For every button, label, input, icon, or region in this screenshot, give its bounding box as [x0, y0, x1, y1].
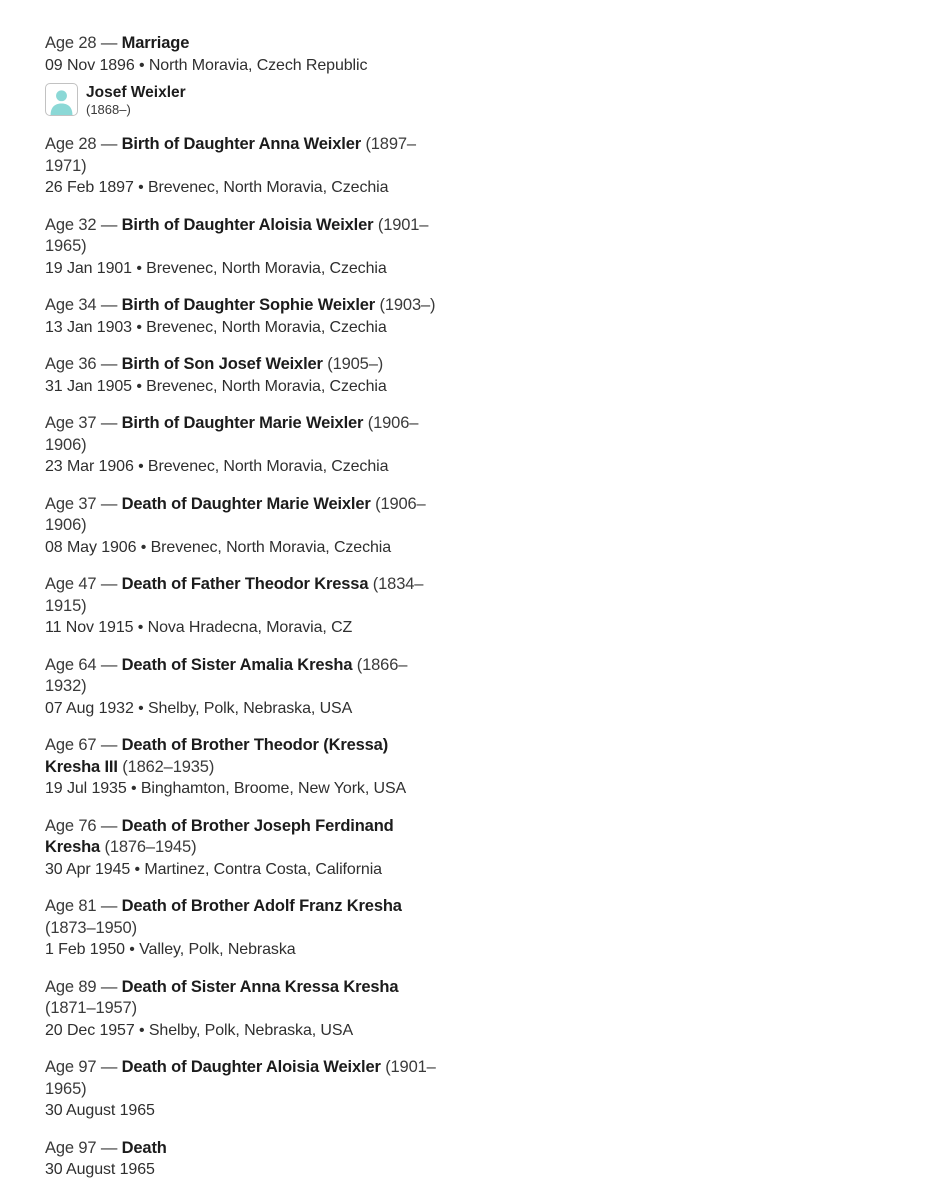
event-title: [45, 295, 445, 317]
timeline-event[interactable]: [45, 655, 445, 720]
event-age: Age 67: [45, 736, 97, 754]
timeline-event[interactable]: [45, 413, 445, 478]
timeline-event[interactable]: [45, 574, 445, 639]
em-dash: —: [100, 355, 118, 373]
event-name: Death of Brother Adolf Franz Kresha: [121, 897, 402, 915]
em-dash: —: [100, 736, 118, 754]
event-title: [45, 977, 445, 1020]
event-lifespan: (1903–): [379, 296, 436, 314]
event-title: [45, 1138, 445, 1160]
event-name: Death of Daughter Marie Weixler: [121, 494, 371, 513]
event-name: Marriage: [121, 34, 190, 52]
em-dash: —: [100, 34, 118, 52]
event-name: Birth of Son Josef Weixler: [121, 355, 323, 373]
event-detail: 1 Feb 1950 • Valley, Polk, Nebraska: [45, 941, 296, 958]
spouse-info: [86, 83, 186, 118]
timeline-event[interactable]: [45, 215, 445, 280]
event-lifespan: (1866–1932): [45, 655, 408, 695]
event-lifespan: (1876–1945): [104, 838, 197, 856]
event-lifespan: (1901–1965): [45, 1058, 436, 1098]
event-lifespan: (1906–1906): [45, 414, 419, 454]
spouse-name[interactable]: Josef Weixler: [86, 84, 186, 101]
event-name: Birth of Daughter Anna Weixler: [121, 135, 361, 153]
event-name: Death of Sister Anna Kressa Kresha: [121, 977, 399, 996]
avatar[interactable]: [45, 83, 78, 116]
event-name: Birth of Daughter Sophie Weixler: [121, 296, 376, 314]
event-name: Death of Father Theodor Kressa: [121, 575, 369, 593]
event-age: Age 76: [45, 816, 97, 835]
em-dash: —: [100, 816, 118, 835]
event-detail: 11 Nov 1915 • Nova Hradecna, Moravia, CZ: [45, 619, 353, 636]
timeline-event[interactable]: [45, 977, 445, 1042]
event-age: Age 34: [45, 296, 97, 314]
event-age: Age 81: [45, 897, 97, 915]
event-age: Age 28: [45, 34, 97, 52]
timeline-event[interactable]: [45, 896, 445, 961]
event-title: [45, 655, 445, 698]
timeline-event[interactable]: [45, 816, 445, 881]
event-name: Death: [121, 1138, 167, 1157]
event-detail: 23 Mar 1906 • Brevenec, North Moravia, Czechia: [45, 458, 389, 475]
event-age: Age 37: [45, 494, 97, 513]
timeline-event-marriage[interactable]: [45, 33, 445, 118]
event-age: Age 37: [45, 414, 97, 432]
event-age: Age 64: [45, 655, 97, 674]
event-age: Age 89: [45, 977, 97, 996]
event-lifespan: (1871–1957): [45, 999, 137, 1017]
event-title: [45, 494, 445, 537]
timeline-event[interactable]: [45, 735, 445, 800]
event-detail: 19 Jan 1901 • Brevenec, North Moravia, Czechia: [45, 259, 387, 277]
em-dash: —: [100, 414, 118, 432]
event-detail: 09 Nov 1896 • North Moravia, Czech Republic: [45, 56, 368, 74]
timeline-event[interactable]: [45, 1138, 445, 1181]
em-dash: —: [100, 977, 118, 996]
timeline-event[interactable]: [45, 295, 445, 338]
event-lifespan: (1906–1906): [45, 494, 426, 534]
event-title: [45, 574, 445, 617]
event-age: Age 97: [45, 1058, 97, 1076]
event-age: Age 47: [45, 575, 97, 593]
event-title: [45, 33, 445, 55]
event-name: Death of Daughter Aloisia Weixler: [121, 1058, 381, 1076]
person-silhouette-icon: [46, 87, 77, 115]
spouse-lifespan: (1868–): [86, 102, 131, 117]
event-detail: 08 May 1906 • Brevenec, North Moravia, Czechia: [45, 538, 392, 556]
event-detail: 30 Apr 1945 • Martinez, Contra Costa, California: [45, 860, 382, 878]
event-lifespan: (1873–1950): [45, 918, 137, 937]
event-detail: 30 August 1965: [45, 1161, 155, 1178]
em-dash: —: [100, 655, 118, 674]
event-age: Age 28: [45, 135, 97, 153]
event-lifespan: (1834–1915): [45, 575, 424, 615]
event-detail: 30 August 1965: [45, 1102, 155, 1119]
event-title: [45, 896, 445, 939]
em-dash: —: [100, 897, 118, 915]
event-name: Death of Sister Amalia Kresha: [121, 655, 353, 674]
em-dash: —: [100, 135, 118, 153]
event-title: [45, 413, 445, 456]
em-dash: —: [100, 215, 118, 234]
timeline-event[interactable]: [45, 494, 445, 559]
event-title: [45, 735, 445, 778]
event-detail: 20 Dec 1957 • Shelby, Polk, Nebraska, USA: [45, 1021, 354, 1039]
em-dash: —: [100, 1138, 118, 1157]
event-name: Death of Brother Theodor (Kressa) Kresha III: [45, 736, 389, 776]
event-detail: 13 Jan 1903 • Brevenec, North Moravia, Czechia: [45, 318, 387, 336]
em-dash: —: [100, 296, 118, 314]
em-dash: —: [100, 575, 118, 593]
event-lifespan: (1862–1935): [122, 757, 215, 776]
event-title: [45, 215, 445, 258]
event-age: Age 36: [45, 355, 97, 373]
timeline-event[interactable]: [45, 134, 445, 199]
event-lifespan: (1905–): [327, 355, 384, 373]
event-lifespan: (1901–1965): [45, 215, 429, 255]
event-name: Birth of Daughter Marie Weixler: [121, 414, 364, 432]
event-detail: 07 Aug 1932 • Shelby, Polk, Nebraska, USA: [45, 699, 353, 717]
spouse-card[interactable]: [45, 83, 445, 118]
life-events-timeline: [0, 0, 448, 1181]
event-lifespan: (1897–1971): [45, 135, 416, 175]
event-detail: 26 Feb 1897 • Brevenec, North Moravia, Czechia: [45, 179, 389, 196]
event-age: Age 32: [45, 215, 97, 234]
event-title: [45, 354, 445, 376]
em-dash: —: [100, 494, 118, 513]
event-name: Death of Brother Joseph Ferdinand Kresha: [45, 816, 394, 856]
event-detail: 19 Jul 1935 • Binghamton, Broome, New York, USA: [45, 780, 407, 797]
event-age: Age 97: [45, 1138, 97, 1157]
timeline-event[interactable]: [45, 1057, 445, 1122]
em-dash: —: [100, 1058, 118, 1076]
event-title: [45, 134, 445, 177]
event-detail: 31 Jan 1905 • Brevenec, North Moravia, Czechia: [45, 377, 387, 395]
event-title: [45, 816, 445, 859]
event-title: [45, 1057, 445, 1100]
timeline-event[interactable]: [45, 354, 445, 397]
event-name: Birth of Daughter Aloisia Weixler: [121, 215, 374, 234]
